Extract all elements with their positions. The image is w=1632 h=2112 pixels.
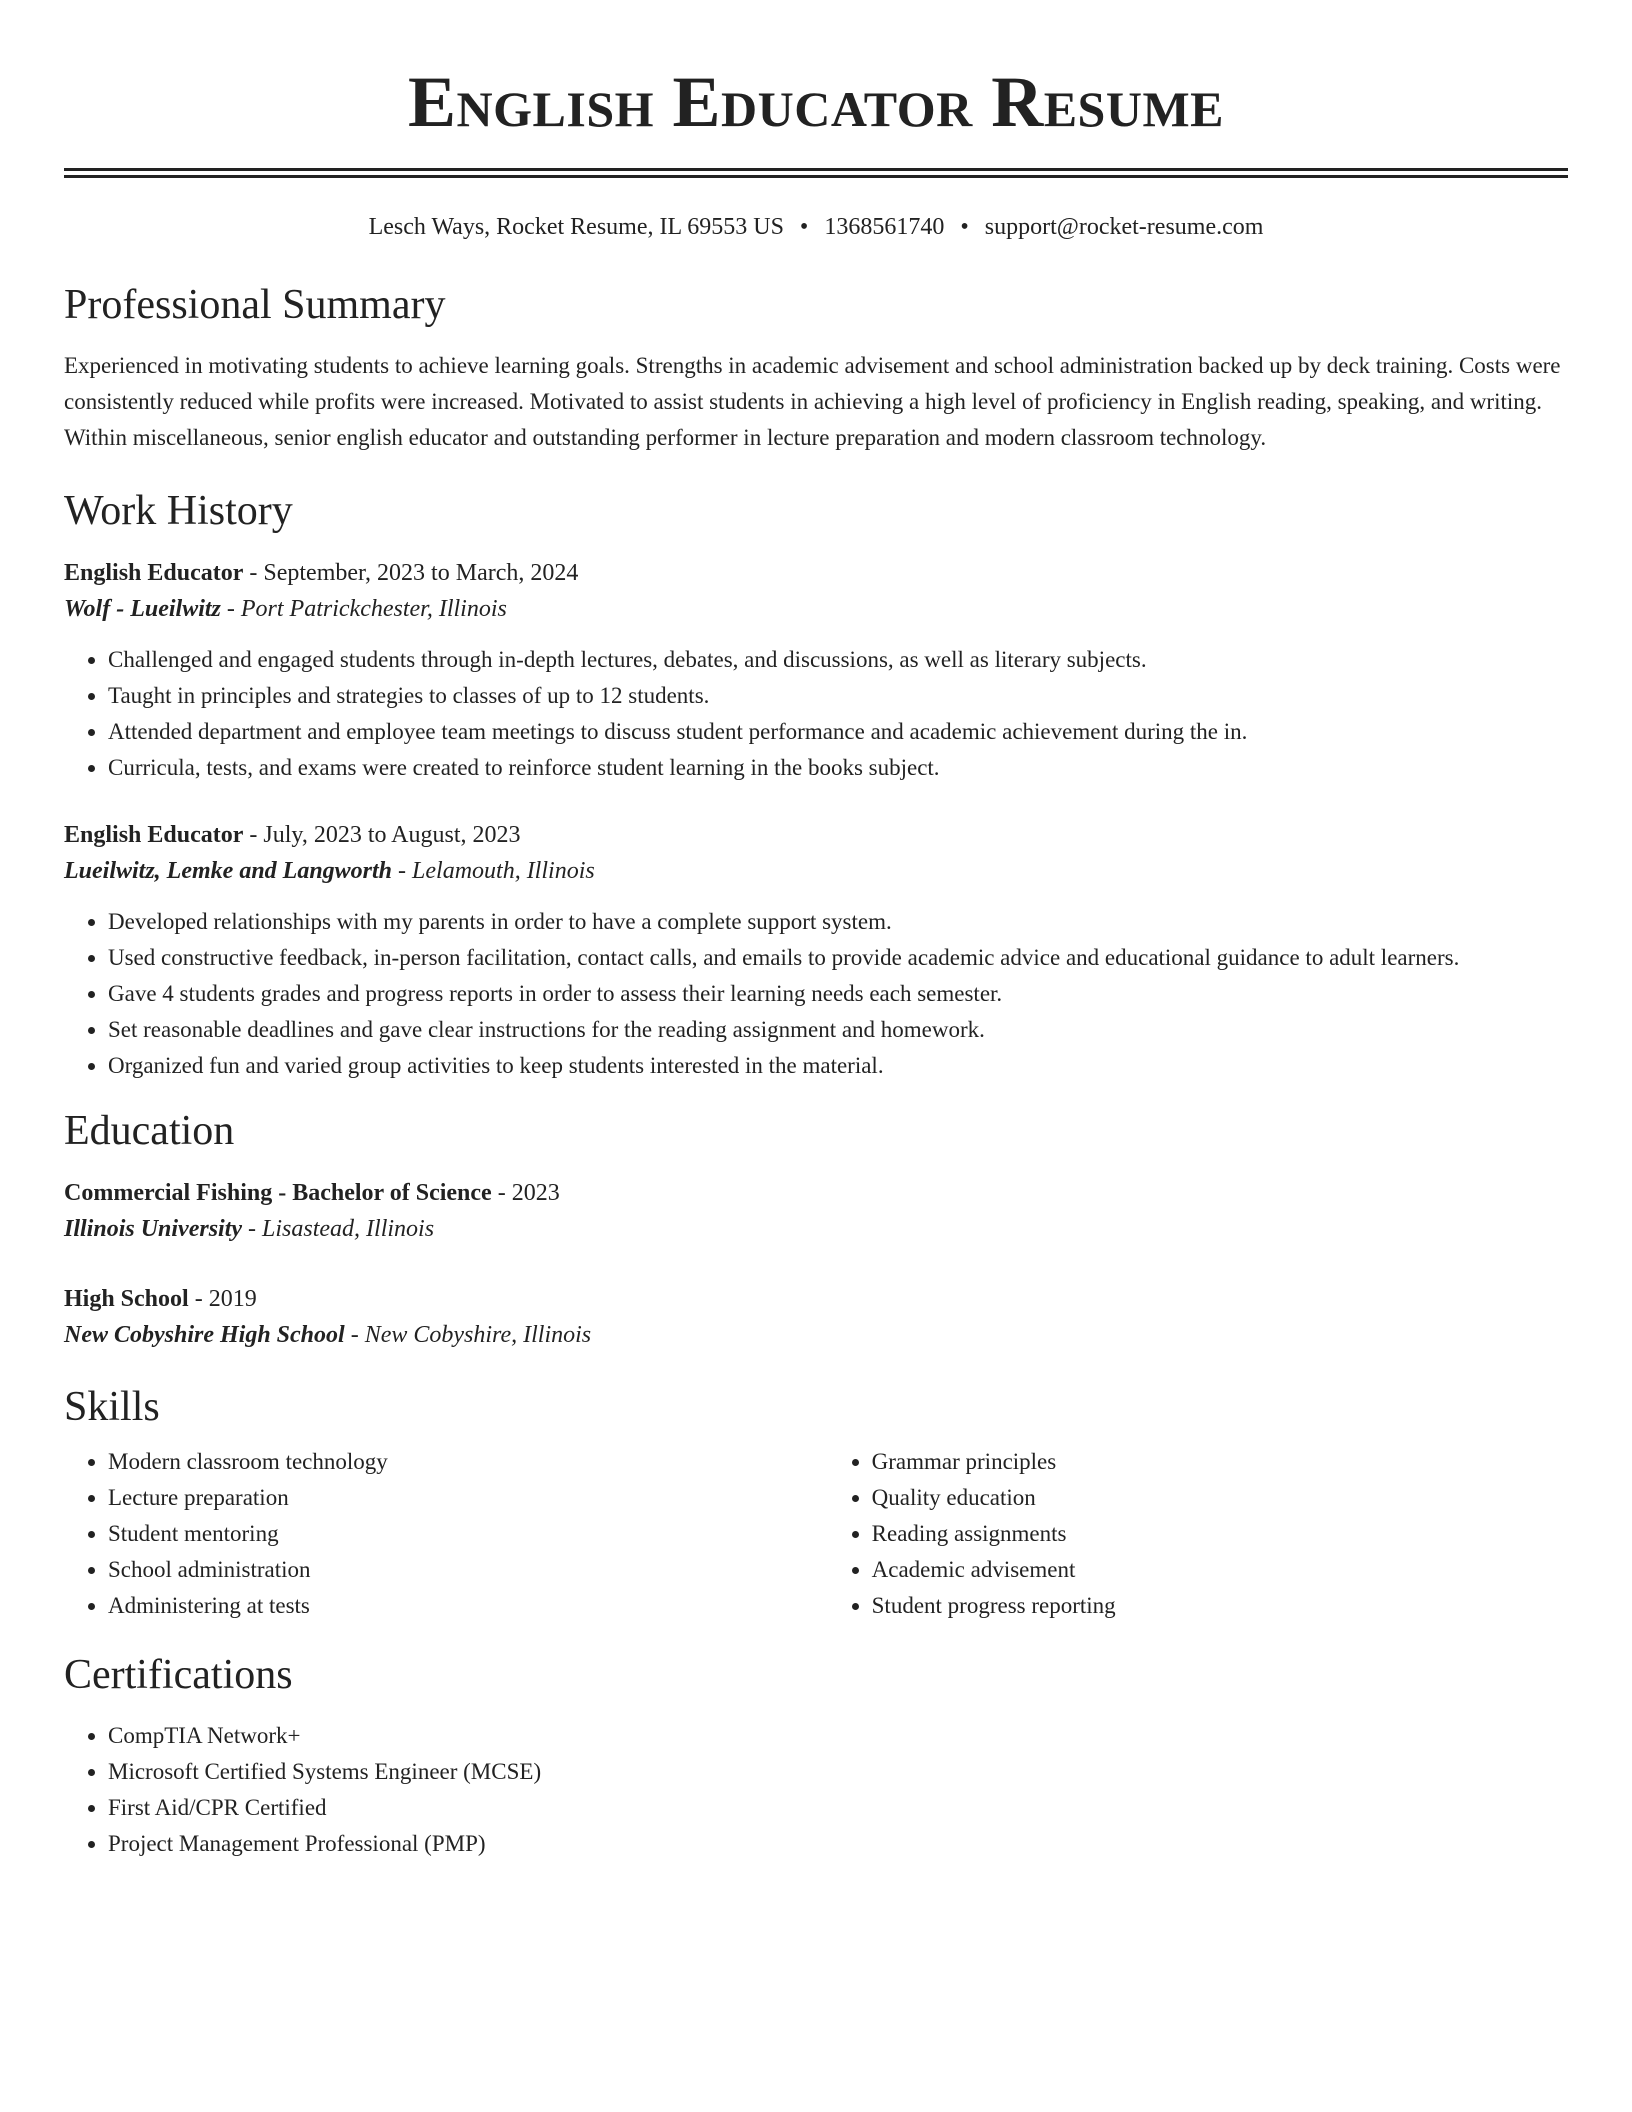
education-school: Illinois University (64, 1216, 243, 1242)
skills-column-left (64, 1444, 828, 1624)
list-item: • Curricula, tests, and exams were created to reinforce student learning in the books subject. (108, 750, 1568, 786)
job-location: - Lelamouth, Illinois (392, 858, 595, 884)
skills-column-right (828, 1444, 1568, 1624)
list-item: • Quality education (872, 1480, 1568, 1516)
education-degree-line (64, 1282, 1568, 1316)
education-location: - New Cobyshire, Illinois (344, 1322, 592, 1348)
education-location: - Lisastead, Illinois (242, 1216, 435, 1242)
job-company-line (64, 590, 1568, 628)
title-double-rule (64, 168, 1568, 178)
certifications-list (64, 1718, 1568, 1862)
summary-text: Experienced in motivating students to achieve learning goals. Strengths in academic advisement and school administration backed up by deck training. Costs were consistently reduced while profits were increased. Motivated to assist students in achieving a high level of proficiency in English reading, speaking, and writing. Within miscellaneous, senior english educator and outstanding performer in lecture preparation and modern classroom technology. (64, 353, 1561, 450)
work-history-heading: Work History (64, 488, 293, 534)
contact-email: support@rocket-resume.com (984, 214, 1264, 240)
job-entry (64, 556, 1568, 786)
list-item: • Student mentoring (108, 1516, 828, 1552)
job-company: Wolf - Lueilwitz (64, 596, 221, 622)
education-year: - 2023 (491, 1180, 560, 1206)
job-dates: - July, 2023 to August, 2023 (243, 822, 521, 848)
list-item: • Set reasonable deadlines and gave clear instructions for the reading assignment and homework. (108, 1012, 1568, 1048)
education-school: New Cobyshire High School (64, 1322, 345, 1348)
job-title-line (64, 818, 1568, 852)
job-title: English Educator (64, 822, 244, 848)
job-title-line (64, 556, 1568, 590)
list-item: • Grammar principles (872, 1444, 1568, 1480)
list-item: • Used constructive feedback, in-person facilitation, contact calls, and emails to provide academic advice and educational guidance to adult learners. (108, 940, 1568, 976)
education-entry (64, 1176, 1568, 1248)
resume-title: English Educator Resume (407, 62, 1225, 142)
list-item: • Lecture preparation (108, 1480, 828, 1516)
resume-page (64, 0, 1568, 1862)
contact-separator: • (960, 214, 969, 240)
job-title: English Educator (64, 560, 244, 586)
list-item: • Developed relationships with my parents in order to have a complete support system. (108, 904, 1568, 940)
job-bullets (64, 642, 1568, 786)
list-item: • Project Management Professional (PMP) (108, 1826, 1568, 1862)
contact-address: Lesch Ways, Rocket Resume, IL 69553 US (368, 214, 784, 240)
list-item: • Student progress reporting (872, 1588, 1568, 1624)
contact-phone: 1368561740 (824, 214, 945, 240)
job-location: - Port Patrickchester, Illinois (220, 596, 507, 622)
job-entry (64, 818, 1568, 1084)
education-degree: Commercial Fishing - Bachelor of Science (64, 1180, 492, 1206)
list-item: • Microsoft Certified Systems Engineer (MCSE) (108, 1754, 1568, 1790)
summary-heading: Professional Summary (64, 282, 446, 328)
list-item: • Taught in principles and strategies to classes of up to 12 students. (108, 678, 1568, 714)
list-item: • Attended department and employee team meetings to discuss student performance and academic achievement during the in. (108, 714, 1568, 750)
list-item: • Reading assignments (872, 1516, 1568, 1552)
list-item: • School administration (108, 1552, 828, 1588)
list-item: • Administering at tests (108, 1588, 828, 1624)
list-item: • First Aid/CPR Certified (108, 1790, 1568, 1826)
education-school-line (64, 1210, 1568, 1248)
job-bullets (64, 904, 1568, 1084)
list-item: • Challenged and engaged students through in-depth lectures, debates, and discussions, as well as literary subjects. (108, 642, 1568, 678)
education-degree-line (64, 1176, 1568, 1210)
job-dates: - September, 2023 to March, 2024 (243, 560, 579, 586)
skills-heading: Skills (64, 1384, 160, 1430)
education-entry (64, 1282, 1568, 1354)
list-item: • Organized fun and varied group activities to keep students interested in the material. (108, 1048, 1568, 1084)
list-item: • Academic advisement (872, 1552, 1568, 1588)
contact-separator: • (799, 214, 809, 240)
skills-grid (64, 1444, 1568, 1624)
contact-line (64, 212, 1568, 242)
job-company-line (64, 852, 1568, 890)
education-year: - 2019 (188, 1286, 257, 1312)
list-item: • Gave 4 students grades and progress reports in order to assess their learning needs each semester. (108, 976, 1568, 1012)
education-heading: Education (64, 1108, 235, 1154)
education-school-line (64, 1316, 1568, 1354)
job-company: Lueilwitz, Lemke and Langworth (64, 858, 393, 884)
education-degree: High School (64, 1286, 189, 1312)
list-item: • Modern classroom technology (108, 1444, 828, 1480)
list-item: • CompTIA Network+ (108, 1718, 1568, 1754)
certifications-heading: Certifications (64, 1652, 293, 1698)
